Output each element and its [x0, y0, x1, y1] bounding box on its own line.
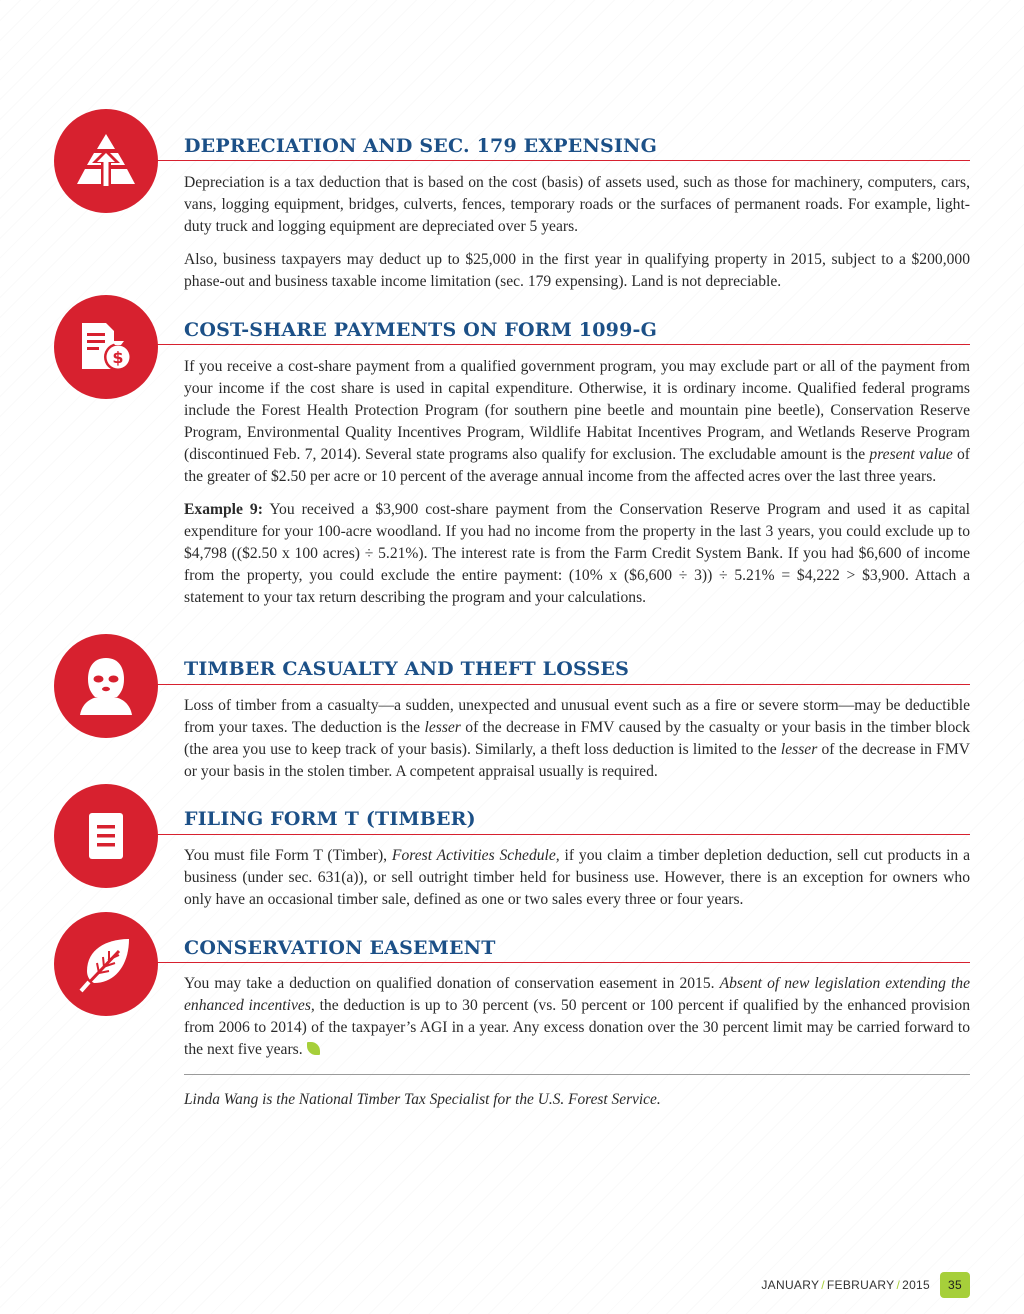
issue-separator: / [896, 1278, 901, 1292]
page-folio [761, 1272, 970, 1298]
pyramid-arrow-icon [54, 109, 158, 213]
svg-text:$: $ [112, 348, 124, 367]
masked-thief-icon [54, 634, 158, 738]
section-heading: COST-SHARE PAYMENTS ON FORM 1099-G [184, 319, 657, 341]
document-money-icon [54, 295, 158, 399]
issue-month-2: FEBRUARY [826, 1278, 895, 1292]
paragraph: You must file Form T (Timber), Forest Activities Schedule, if you claim a timber depletion deduction, sell cut products in a business (under sec. 631(a)), or sell outright timber held for business use. However, there is an exception for owners who only have an occasional timber sale, defined as one or two sales every three or four years. [184, 847, 970, 908]
section-heading: TIMBER CASUALTY AND THEFT LOSSES [184, 658, 629, 680]
section-body [184, 973, 970, 1072]
heading-rule [157, 344, 970, 345]
example-paragraph: Example 9: You received a $3,900 cost-share payment from the Conservation Reserve Program and used it as capital expenditure for your 100-acre woodland. If you had no income from the property in the last 3 years, you could exclude up to $4,798 (($2.50 x 100 acres) ÷ 5.21%). The interest rate is from the Farm Credit System Bank. If you had $6,600 of income from the property, you could exclude the entire payment: (10% x ($6,600 ÷ 3)) ÷ 5.21% = $4,222 > $3,900. Attach a statement to your tax return describing the program and your calculations. [184, 501, 970, 606]
author-note: Linda Wang is the National Timber Tax Specialist for the U.S. Forest Service. [184, 1091, 661, 1108]
section-heading: FILING FORM T (TIMBER) [184, 808, 476, 830]
section-body [184, 172, 970, 304]
section-body [184, 695, 970, 794]
leaf-icon [54, 912, 158, 1016]
heading-rule [157, 160, 970, 161]
paragraph: Loss of timber from a casualty—a sudden, unexpected and unusual event such as a fire or severe storm—may be deductible from your taxes. The deduction is the lesser of the decrease in FMV caused by the casualty or your basis in the timber block (the area you use to keep track of your basis). Similarly, a theft loss deduction is limited to the lesser of the decrease in FMV or your basis in the stolen timber. A competent appraisal usually is required. [184, 697, 970, 780]
end-mark-leaf-icon [307, 1042, 320, 1055]
issue-separator: / [821, 1278, 825, 1292]
form-document-icon [54, 784, 158, 888]
section-body [184, 845, 970, 922]
section-body [184, 356, 970, 620]
section-heading: CONSERVATION EASEMENT [184, 937, 496, 959]
divider [184, 1074, 970, 1075]
example-label: Example 9: [184, 501, 263, 518]
paragraph: If you receive a cost-share payment from a qualified government program, you may exclude part or all of the payment from your income if the cost share is used in capital expenditure. Otherwise, it is ordinary income. Qualified federal programs include the Forest Health Protection Program (for southern pine beetle and mountain pine beetle), Conservation Reserve Program, Environmental Quality Incentives Program, Wildlife Habitat Incentives Program, and Wetlands Reserve Program (discontinued Feb. 7, 2014). Several state programs also qualify for exclusion. The excludable amount is the present value of the greater of $2.50 per acre or 10 percent of the average annual income from the affected acres over the last three years. [184, 358, 970, 485]
paragraph: You may take a deduction on qualified donation of conservation easement in 2015. Absent of new legislation extending the enhanced incentives, the deduction is up to 30 percent (vs. 50 percent or 100 percent if qualified by the enhanced provision from 2006 to 2014) of the taxpayer’s AGI in a year. Any excess donation over the 30 percent limit may be carried forward to the next five years. [184, 975, 970, 1058]
heading-rule [157, 834, 970, 835]
issue-month-1: JANUARY [761, 1278, 820, 1292]
paragraph: Depreciation is a tax deduction that is based on the cost (basis) of assets used, such as those for machinery, computers, cars, vans, logging equipment, bridges, culverts, fences, temporary roads or the surfaces of permanent roads. For example, light- duty truck and logging equipment are depreciated over 5 years. [184, 174, 970, 235]
heading-rule [157, 962, 970, 963]
page-number: 35 [940, 1272, 970, 1298]
paragraph: Also, business taxpayers may deduct up to $25,000 in the first year in qualifying property in 2015, subject to a $200,000 phase-out and business taxable income limitation (sec. 179 expensing). Land is not depreciable. [184, 251, 970, 290]
issue-year: 2015 [902, 1278, 930, 1292]
heading-rule [157, 684, 970, 685]
section-heading: DEPRECIATION AND SEC. 179 EXPENSING [184, 135, 658, 157]
